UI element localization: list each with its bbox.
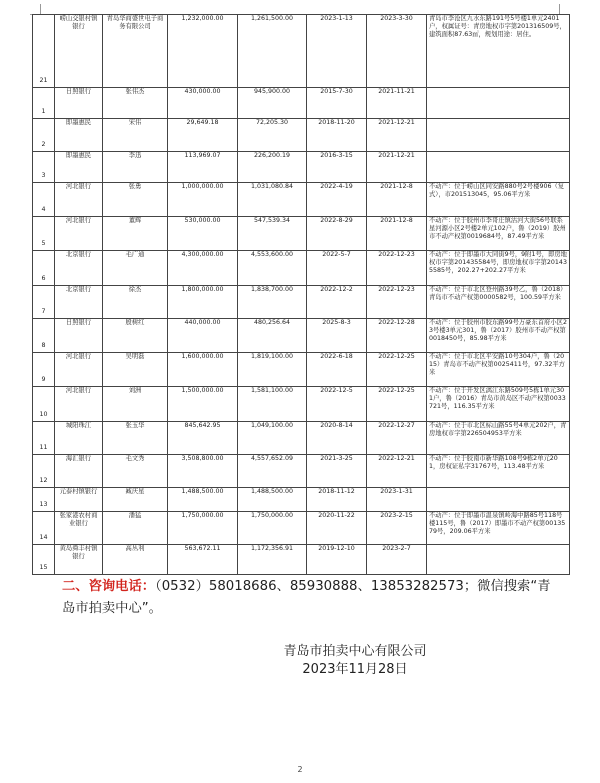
debtor-name: 李迅 bbox=[103, 152, 168, 183]
table-row bbox=[33, 545, 570, 575]
bank-name: 海汇银行 bbox=[55, 455, 103, 488]
table-row bbox=[33, 88, 570, 119]
end-date: 2021-12-8 bbox=[367, 217, 427, 251]
row-number: 12 bbox=[33, 455, 55, 488]
start-date: 2020-8-14 bbox=[307, 422, 367, 455]
contact-label: 二、咨询电话： bbox=[62, 579, 156, 594]
table-row bbox=[33, 319, 570, 353]
start-date: 2022-12-2 bbox=[307, 286, 367, 319]
row-number: 2 bbox=[33, 119, 55, 152]
bank-name: 日照银行 bbox=[55, 88, 103, 119]
total-amount: 1,261,500.00 bbox=[238, 15, 307, 88]
principal-amount: 563,672.11 bbox=[168, 545, 238, 575]
principal-amount: 1,488,500.00 bbox=[168, 488, 238, 512]
table-row bbox=[33, 387, 570, 422]
end-date: 2022-12-21 bbox=[367, 455, 427, 488]
debtor-name: 毛广通 bbox=[103, 251, 168, 286]
principal-amount: 530,000.00 bbox=[168, 217, 238, 251]
table-row bbox=[33, 183, 570, 217]
total-amount: 1,049,100.00 bbox=[238, 422, 307, 455]
bank-name: 即墨惠民 bbox=[55, 119, 103, 152]
bank-name: 黄岛舜丰村镇银行 bbox=[55, 545, 103, 575]
start-date: 2018-11-12 bbox=[307, 488, 367, 512]
row-number: 3 bbox=[33, 152, 55, 183]
start-date: 2025-8-3 bbox=[307, 319, 367, 353]
end-date: 2023-2-15 bbox=[367, 512, 427, 545]
principal-amount: 1,600,000.00 bbox=[168, 353, 238, 387]
total-amount: 1,581,100.00 bbox=[238, 387, 307, 422]
principal-amount: 845,642.95 bbox=[168, 422, 238, 455]
debtor-name: 潘猛 bbox=[103, 512, 168, 545]
total-amount: 1,819,100.00 bbox=[238, 353, 307, 387]
table-row bbox=[33, 455, 570, 488]
start-date: 2016-3-15 bbox=[307, 152, 367, 183]
row-number: 7 bbox=[33, 286, 55, 319]
bank-name: 元泰村镇银行 bbox=[55, 488, 103, 512]
start-date: 2020-11-22 bbox=[307, 512, 367, 545]
total-amount: 1,031,080.84 bbox=[238, 183, 307, 217]
table-row bbox=[33, 217, 570, 251]
row-number: 14 bbox=[33, 512, 55, 545]
end-date: 2022-12-28 bbox=[367, 319, 427, 353]
start-date: 2022-12-5 bbox=[307, 387, 367, 422]
collateral-description: 不动产：位于胶南市新华路108号9栋2单元201，房权证私字31767号，113.48平方米 bbox=[427, 455, 570, 488]
bank-name: 北京银行 bbox=[55, 286, 103, 319]
bank-name: 北京银行 bbox=[55, 251, 103, 286]
collateral-description: 不动产：位于市北区登州路39号乙，鲁（2018）青岛市不动产权第0000582号，100.59平方米 bbox=[427, 286, 570, 319]
total-amount: 1,172,356.91 bbox=[238, 545, 307, 575]
start-date: 2022-6-18 bbox=[307, 353, 367, 387]
total-amount: 1,750,000.00 bbox=[238, 512, 307, 545]
principal-amount: 29,649.18 bbox=[168, 119, 238, 152]
start-date: 2023-1-13 bbox=[307, 15, 367, 88]
row-number: 13 bbox=[33, 488, 55, 512]
row-number: 4 bbox=[33, 183, 55, 217]
end-date: 2021-11-21 bbox=[367, 88, 427, 119]
bank-name: 河北银行 bbox=[55, 183, 103, 217]
table-row bbox=[33, 353, 570, 387]
bank-name: 张家港农村商业银行 bbox=[55, 512, 103, 545]
collateral-description bbox=[427, 545, 570, 575]
principal-amount: 1,000,000.00 bbox=[168, 183, 238, 217]
debtor-name: 徐杰 bbox=[103, 286, 168, 319]
total-amount: 1,838,700.00 bbox=[238, 286, 307, 319]
collateral-description: 不动产：位于市北区平安路10号304户，鲁（2015）青岛市不动产权第0025411号，97.32平方米 bbox=[427, 353, 570, 387]
end-date: 2022-12-25 bbox=[367, 387, 427, 422]
principal-amount: 1,500,000.00 bbox=[168, 387, 238, 422]
total-amount: 4,557,652.09 bbox=[238, 455, 307, 488]
debtor-name: 臧庆星 bbox=[103, 488, 168, 512]
bank-name: 河北银行 bbox=[55, 353, 103, 387]
debtor-name: 张玉华 bbox=[103, 422, 168, 455]
start-date: 2022-8-29 bbox=[307, 217, 367, 251]
end-date: 2021-12-21 bbox=[367, 119, 427, 152]
bank-name: 崂山交银村镇银行 bbox=[55, 15, 103, 88]
row-number: 8 bbox=[33, 319, 55, 353]
signature-date: 2023年11月28日 bbox=[302, 662, 408, 677]
debtor-name: 宋伟 bbox=[103, 119, 168, 152]
end-date: 2022-12-23 bbox=[367, 286, 427, 319]
row-number: 15 bbox=[33, 545, 55, 575]
contact-text: （0532）58018686、85930888、13853282573；微信搜索“青岛市拍卖中心”。 bbox=[62, 579, 551, 616]
row-number: 10 bbox=[33, 387, 55, 422]
collateral-description: 青岛市李沧区九水东路191号5号楼1单元2401户，权属证号：青房地权市字第201316509号，建筑面积87.63㎡，规划用途：居住。 bbox=[427, 15, 570, 88]
principal-amount: 1,750,000.00 bbox=[168, 512, 238, 545]
collateral-description: 不动产：位于即墨市大同街9号，9附1号，即房地权市字第201435584号，即房地权市字第201435585号，202.27+202.27平方米 bbox=[427, 251, 570, 286]
debtor-name: 青岛华商盛世电子商务有限公司 bbox=[103, 15, 168, 88]
principal-amount: 1,232,000.00 bbox=[168, 15, 238, 88]
total-amount: 480,256.64 bbox=[238, 319, 307, 353]
total-amount: 1,488,500.00 bbox=[238, 488, 307, 512]
row-number: 1 bbox=[33, 88, 55, 119]
table-row bbox=[33, 422, 570, 455]
total-amount: 226,200.19 bbox=[238, 152, 307, 183]
bank-name: 河北银行 bbox=[55, 217, 103, 251]
company-signature: 青岛市拍卖中心有限公司 bbox=[283, 644, 427, 659]
row-number: 21 bbox=[33, 15, 55, 88]
total-amount: 547,539.34 bbox=[238, 217, 307, 251]
collateral-description: 不动产：位于胶州市胶东路99号万豪东首府小区23号楼3单元301，鲁（2017）胶州市不动产权第0018450号，85.98平方米 bbox=[427, 319, 570, 353]
end-date: 2022-12-23 bbox=[367, 251, 427, 286]
contact-section bbox=[62, 576, 562, 620]
collateral-description: 不动产：位于开发区漓江东路509号5栋1单元301户，鲁（2016）青岛市黄岛区不动产权第0033721号，116.35平方米 bbox=[427, 387, 570, 422]
principal-amount: 4,300,000.00 bbox=[168, 251, 238, 286]
end-date: 2023-3-30 bbox=[367, 15, 427, 88]
bank-name: 河北银行 bbox=[55, 387, 103, 422]
row-number: 6 bbox=[33, 251, 55, 286]
table-row bbox=[33, 512, 570, 545]
end-date: 2023-1-31 bbox=[367, 488, 427, 512]
bank-name: 日照银行 bbox=[55, 319, 103, 353]
collateral-description: 不动产：位于崂山区同安路880号2号楼906（复式），市201513045，95.06平方米 bbox=[427, 183, 570, 217]
page-number: 2 bbox=[297, 765, 303, 774]
collateral-description bbox=[427, 88, 570, 119]
table-row bbox=[33, 488, 570, 512]
start-date: 2022-4-19 bbox=[307, 183, 367, 217]
collateral-description bbox=[427, 152, 570, 183]
table-row bbox=[33, 286, 570, 319]
table-row bbox=[33, 251, 570, 286]
end-date: 2021-12-21 bbox=[367, 152, 427, 183]
debtor-name: 高丛利 bbox=[103, 545, 168, 575]
principal-amount: 430,000.00 bbox=[168, 88, 238, 119]
debtor-name: 吴明磊 bbox=[103, 353, 168, 387]
principal-amount: 3,508,800.00 bbox=[168, 455, 238, 488]
collateral-description: 不动产：位于即墨市温泉镇岭海中路85号118号楼115号，鲁（2017）即墨市不动产权第0013579号，209.06平方米 bbox=[427, 512, 570, 545]
row-number: 5 bbox=[33, 217, 55, 251]
total-amount: 945,900.00 bbox=[238, 88, 307, 119]
row-number: 9 bbox=[33, 353, 55, 387]
collateral-description bbox=[427, 119, 570, 152]
start-date: 2021-3-25 bbox=[307, 455, 367, 488]
debtor-name: 董辉 bbox=[103, 217, 168, 251]
row-number: 11 bbox=[33, 422, 55, 455]
collateral-description: 不动产：位于市北区标山路55号4单元202户，青房地权市字第226504953平方米 bbox=[427, 422, 570, 455]
debtor-name: 张勇 bbox=[103, 183, 168, 217]
principal-amount: 440,000.00 bbox=[168, 319, 238, 353]
total-amount: 4,553,600.00 bbox=[238, 251, 307, 286]
start-date: 2018-11-20 bbox=[307, 119, 367, 152]
principal-amount: 1,800,000.00 bbox=[168, 286, 238, 319]
end-date: 2021-12-8 bbox=[367, 183, 427, 217]
creditor-rights-table bbox=[32, 14, 570, 575]
end-date: 2022-12-25 bbox=[367, 353, 427, 387]
debtor-name: 刘洲 bbox=[103, 387, 168, 422]
collateral-description bbox=[427, 488, 570, 512]
start-date: 2022-5-7 bbox=[307, 251, 367, 286]
start-date: 2015-7-30 bbox=[307, 88, 367, 119]
debtor-name: 毛文秀 bbox=[103, 455, 168, 488]
debtor-name: 张伟杰 bbox=[103, 88, 168, 119]
start-date: 2019-12-10 bbox=[307, 545, 367, 575]
bank-name: 城阳珠江 bbox=[55, 422, 103, 455]
bank-name: 即墨惠民 bbox=[55, 152, 103, 183]
debtor-name: 殷树红 bbox=[103, 319, 168, 353]
collateral-description: 不动产：位于胶州市李哥庄镇沽河大街56号联系星河源小区2号楼2单元102户，鲁（2019）胶州市不动产权第0019684号，87.49平方米 bbox=[427, 217, 570, 251]
principal-amount: 113,969.07 bbox=[168, 152, 238, 183]
total-amount: 72,205.30 bbox=[238, 119, 307, 152]
table-row bbox=[33, 152, 570, 183]
end-date: 2023-2-7 bbox=[367, 545, 427, 575]
end-date: 2022-12-27 bbox=[367, 422, 427, 455]
table-row bbox=[33, 15, 570, 88]
table-row bbox=[33, 119, 570, 152]
